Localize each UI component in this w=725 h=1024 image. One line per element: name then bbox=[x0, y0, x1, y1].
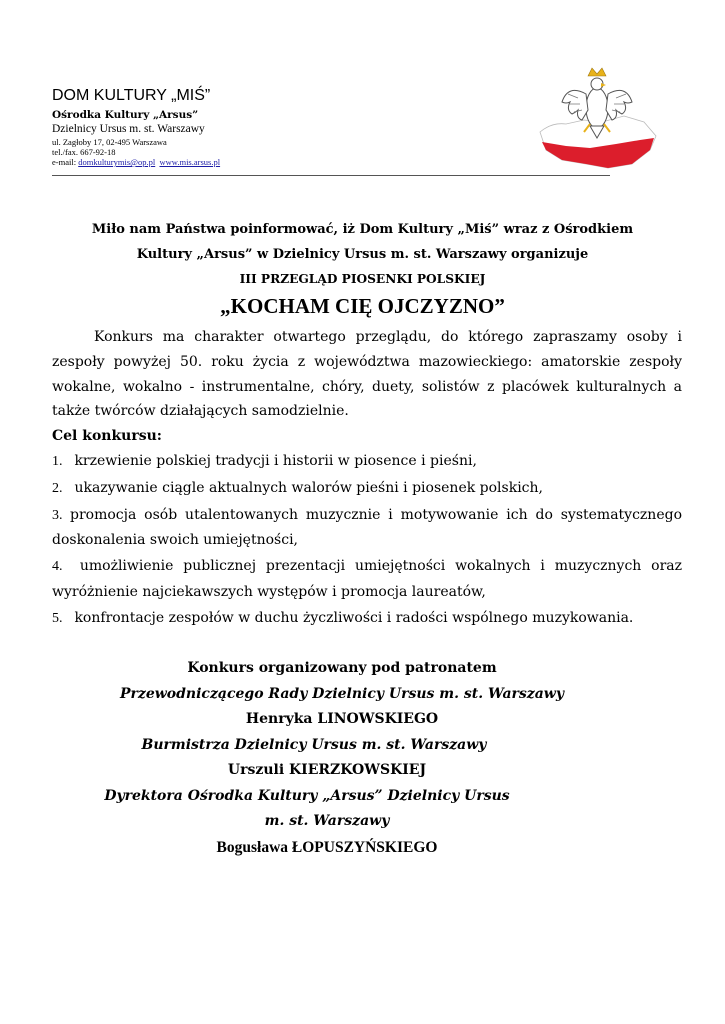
intro-line-3: III PRZEGLĄD PIOSENKI POLSKIEJ bbox=[239, 272, 486, 286]
goal-number: 2. bbox=[52, 480, 63, 496]
intro-line-2: Kultury „Arsus” w Dzielnicy Ursus m. st. Warszawy organizuje bbox=[136, 247, 589, 262]
goal-item bbox=[52, 449, 682, 475]
goal-number: 5. bbox=[52, 610, 63, 626]
event-title: „KOCHAM CIĘ OJCZYZNO” bbox=[220, 294, 505, 318]
patron-role-3-cont: m. st. Warszawy bbox=[264, 813, 390, 829]
announcement-intro bbox=[40, 217, 685, 320]
patronage-intro: Konkurs organizowany pod patronatem bbox=[187, 660, 497, 676]
goal-text: promocja osób utalentowanych muzycznie i motywowanie ich do systematycznego doskonalenia swoich umiejętności, bbox=[52, 506, 682, 549]
patron-name-1: Henryka LINOWSKIEGO bbox=[245, 711, 439, 727]
organization-address: ul. Zagłoby 17, 02-495 Warszawa bbox=[52, 137, 167, 147]
goals-heading: Cel konkursu: bbox=[52, 428, 162, 445]
goal-item bbox=[52, 554, 682, 605]
organization-district: Dzielnicy Ursus m. st. Warszawy bbox=[52, 123, 205, 135]
goal-item bbox=[52, 476, 682, 502]
patron-role-2: Burmistrza Dzielnicy Ursus m. st. Warszawy bbox=[141, 736, 487, 753]
header-divider bbox=[52, 175, 610, 176]
polish-eagle-map-icon bbox=[532, 64, 662, 176]
goal-item bbox=[52, 503, 682, 554]
description-paragraph: Konkurs ma charakter otwartego przeglądu, do którego zapraszamy osoby i zespoły powyżej 50. roku życia z województwa mazowieckiego: amatorskie zespoły wokalne, wokalno - instrumentalne, chóry, duety, solistów z placówek kulturalnych a także twórców działających samodzielnie. bbox=[52, 329, 682, 420]
email-label: e-mail: bbox=[52, 157, 77, 167]
goal-text: konfrontacje zespołów w duchu życzliwości i radości wspólnego muzykowania. bbox=[74, 609, 634, 626]
website-link[interactable]: www.mis.arsus.pl bbox=[159, 157, 221, 167]
goal-number: 3. bbox=[52, 507, 63, 523]
organization-subtitle: Ośrodka Kultury „Arsus” bbox=[52, 109, 199, 121]
patronage-section bbox=[62, 656, 622, 860]
organization-contact bbox=[52, 157, 612, 167]
organization-title: DOM KULTURY „MIŚ” bbox=[52, 87, 211, 104]
letterhead bbox=[52, 86, 612, 167]
goal-text: umożliwienie publicznej prezentacji umiejętności wokalnych i muzycznych oraz wyróżnienie najciekawszych występów i promocja laureatów, bbox=[52, 558, 683, 600]
patron-name-3: Bogusława ŁOPUSZYŃSKIEGO bbox=[216, 838, 438, 856]
goal-text: krzewienie polskiej tradycji i historii w piosence i pieśni, bbox=[74, 452, 477, 469]
patron-name-2: Urszuli KIERZKOWSKIEJ bbox=[227, 762, 427, 778]
patron-role-1: Przewodniczącego Rady Dzielnicy Ursus m. st. Warszawy bbox=[119, 685, 564, 702]
patron-role-3: Dyrektora Ośrodka Kultury „Arsus” Dzielnicy Ursus bbox=[104, 787, 510, 804]
document-body bbox=[52, 325, 682, 632]
goal-number: 4. bbox=[52, 559, 63, 575]
organization-phone: tel./fax. 667-92-18 bbox=[52, 147, 116, 157]
goal-text: ukazywanie ciągle aktualnych walorów pieśni i piosenek polskich, bbox=[74, 479, 543, 496]
goal-item bbox=[52, 606, 682, 632]
goal-number: 1. bbox=[52, 453, 63, 469]
intro-line-1: Miło nam Państwa poinformować, iż Dom Kultury „Miś” wraz z Ośrodkiem bbox=[91, 222, 634, 237]
email-link[interactable]: domkulturymis@op.pl bbox=[78, 157, 156, 167]
